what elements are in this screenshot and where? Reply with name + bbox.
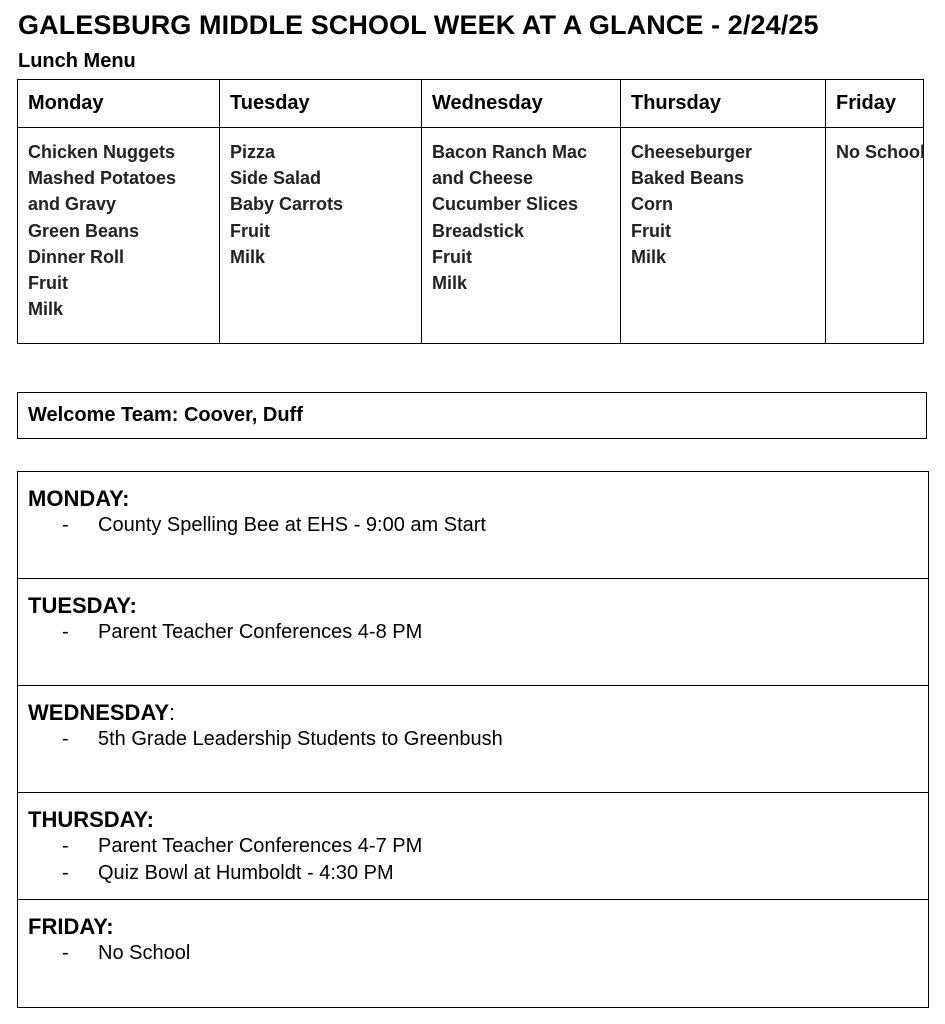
menu-item: Cheeseburger <box>631 142 753 162</box>
menu-item: Cucumber Slices <box>432 194 579 215</box>
menu-item: Fruit <box>432 246 472 267</box>
event-text: County Spelling Bee at EHS - 9:00 am Start <box>98 514 486 536</box>
lunch-menu-cell <box>621 128 826 344</box>
menu-item: Dinner Roll <box>28 246 125 267</box>
event-bullet: - <box>62 861 69 884</box>
menu-item: No School <box>836 142 925 162</box>
event-item <box>28 512 928 539</box>
event-text: 5th Grade Leadership Students to Greenbush <box>98 728 503 750</box>
menu-item: Baked Beans <box>631 168 745 189</box>
menu-item: Milk <box>230 246 266 267</box>
lunch-header-row <box>18 80 924 128</box>
lunch-day-header: Friday <box>826 80 924 128</box>
lunch-day-header: Monday <box>18 80 220 128</box>
events-thursday <box>18 793 928 900</box>
event-item <box>28 833 928 860</box>
event-day-label: FRIDAY: <box>28 914 114 939</box>
lunch-menu-cell <box>826 128 924 344</box>
events-wednesday <box>18 686 928 793</box>
events-monday <box>18 472 928 579</box>
lunch-menu-heading: Lunch Menu <box>18 50 136 72</box>
event-text: No School <box>98 942 191 964</box>
event-day-heading <box>28 593 928 619</box>
weekly-events <box>17 471 929 1008</box>
page-title: GALESBURG MIDDLE SCHOOL WEEK AT A GLANCE - 2/24/25 <box>18 10 819 40</box>
menu-item: Green Beans <box>28 220 140 241</box>
menu-item: Fruit <box>631 220 671 241</box>
menu-item: and Gravy <box>28 194 117 215</box>
menu-item: Corn <box>631 194 673 215</box>
event-day-label: THURSDAY: <box>28 807 154 832</box>
lunch-menu-cell <box>220 128 422 344</box>
event-bullet: - <box>62 514 69 536</box>
menu-item: Chicken Nuggets <box>28 142 176 162</box>
menu-item: Bacon Ranch Mac <box>432 142 588 162</box>
event-day-heading <box>28 807 928 833</box>
event-text: Parent Teacher Conferences 4-8 PM <box>98 621 423 643</box>
menu-item: Milk <box>631 246 667 267</box>
events-tuesday <box>18 579 928 686</box>
event-day-colon: : <box>169 700 176 725</box>
event-bullet: - <box>62 728 69 750</box>
event-day-heading <box>28 700 928 726</box>
lunch-menu-cell <box>422 128 621 344</box>
welcome-team: Welcome Team: Coover, Duff <box>17 392 927 439</box>
event-day-heading <box>28 486 928 512</box>
lunch-day-header: Tuesday <box>220 80 422 128</box>
event-text: Parent Teacher Conferences 4-7 PM <box>98 835 423 857</box>
lunch-menu-row <box>18 128 924 344</box>
events-friday <box>18 900 928 1007</box>
menu-item: Baby Carrots <box>230 194 344 215</box>
event-item <box>28 860 928 887</box>
menu-item: Mashed Potatoes <box>28 168 177 189</box>
menu-item: Pizza <box>230 142 276 162</box>
event-day-heading <box>28 914 928 940</box>
event-text: Quiz Bowl at Humboldt - 4:30 PM <box>98 861 394 884</box>
lunch-menu-table <box>17 79 924 344</box>
event-bullet: - <box>62 621 69 643</box>
lunch-day-header: Wednesday <box>422 80 621 128</box>
event-day-label: TUESDAY: <box>28 593 137 618</box>
menu-item: Fruit <box>28 273 68 294</box>
event-bullet: - <box>62 835 69 857</box>
event-day-label: WEDNESDAY <box>28 700 169 725</box>
menu-item: Milk <box>432 273 468 294</box>
event-item <box>28 940 928 967</box>
event-item <box>28 726 928 753</box>
menu-item: Fruit <box>230 220 270 241</box>
lunch-day-header: Thursday <box>621 80 826 128</box>
lunch-menu-cell <box>18 128 220 344</box>
menu-item: and Cheese <box>432 168 534 189</box>
event-item <box>28 619 928 646</box>
event-day-label: MONDAY: <box>28 486 130 511</box>
menu-item: Breadstick <box>432 220 525 241</box>
menu-item: Milk <box>28 299 64 320</box>
event-bullet: - <box>62 942 69 964</box>
menu-item: Side Salad <box>230 168 322 189</box>
